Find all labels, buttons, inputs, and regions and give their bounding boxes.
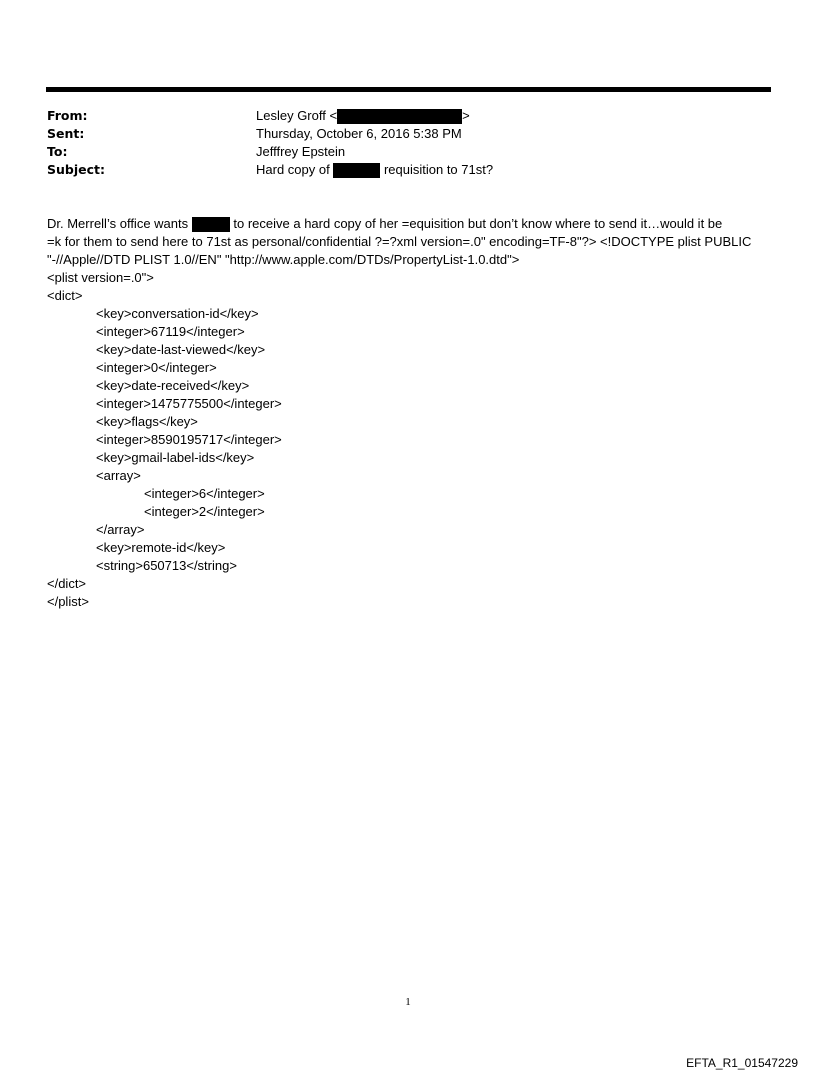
sent-label: Sent: <box>47 126 85 141</box>
body-line: </plist> <box>47 594 89 609</box>
body-line: <dict> <box>47 288 83 303</box>
subject-value <box>256 161 493 179</box>
body-line: <key>gmail-label-ids</key> <box>96 450 255 465</box>
body-line: "-//Apple//DTD PLIST 1.0//EN" "http://www.apple.com/DTDs/PropertyList-1.0.dtd"> <box>47 252 520 267</box>
body-line: <integer>0</integer> <box>96 360 217 375</box>
sent-value: Thursday, October 6, 2016 5:38 PM <box>256 126 462 141</box>
body-line: <integer>8590195717</integer> <box>96 432 282 447</box>
email-header <box>47 107 747 179</box>
sent-row <box>47 125 747 143</box>
email-body <box>47 215 777 611</box>
body-line: <integer>6</integer> <box>144 486 265 501</box>
body-line: <key>date-received</key> <box>96 378 250 393</box>
body-line: <integer>2</integer> <box>144 504 265 519</box>
to-label: To: <box>47 144 68 159</box>
body-line: <integer>67119</integer> <box>96 324 245 339</box>
to-value: Jefffrey Epstein <box>256 144 346 159</box>
redaction-block <box>192 217 230 232</box>
body-line <box>47 215 777 233</box>
body-line: <key>date-last-viewed</key> <box>96 342 266 357</box>
body-line1-prefix: Dr. Merrell’s office wants <box>47 216 189 231</box>
bates-number: EFTA_R1_01547229 <box>686 1056 798 1070</box>
header-divider <box>46 87 771 92</box>
body-line: =k for them to send here to 71st as personal/confidential ?=?xml version=.0" encoding=TF-8"?> <!DOCTYPE plist PUBLIC <box>47 234 752 249</box>
body-line: <plist version=.0"> <box>47 270 154 285</box>
from-name: Lesley Groff < <box>256 108 338 123</box>
body-line: <key>conversation-id</key> <box>96 306 259 321</box>
subject-label: Subject: <box>47 162 105 177</box>
body-line: </array> <box>96 522 145 537</box>
body-line: </dict> <box>47 576 87 591</box>
from-row <box>47 107 747 125</box>
body-line: <string>650713</string> <box>96 558 237 573</box>
subject-row <box>47 161 747 179</box>
body-line: <array> <box>96 468 141 483</box>
body-line: <integer>1475775500</integer> <box>96 396 282 411</box>
from-value <box>256 107 470 125</box>
redaction-block <box>337 109 462 124</box>
page-number: 1 <box>405 996 411 1008</box>
body-line1-suffix: to receive a hard copy of her =equisition but don’t know where to send it…would it be <box>233 216 723 231</box>
subject-prefix: Hard copy of <box>256 162 330 177</box>
to-row <box>47 143 747 161</box>
body-line: <key>flags</key> <box>96 414 198 429</box>
body-line: <key>remote-id</key> <box>96 540 226 555</box>
from-bracket: > <box>462 108 470 123</box>
from-label: From: <box>47 108 88 123</box>
subject-suffix: requisition to 71st? <box>383 162 494 177</box>
redaction-block <box>333 163 380 178</box>
